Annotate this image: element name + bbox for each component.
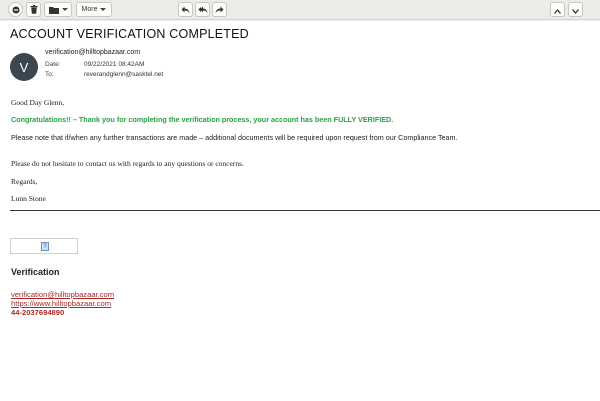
signature-website-link[interactable]: https://www.hilltopbazaar.com <box>11 299 112 308</box>
minus-circle-button[interactable] <box>8 2 23 17</box>
delete-button[interactable] <box>26 2 41 17</box>
regards-text: Regards, <box>11 177 38 186</box>
congratulations-text: Congratulations!! – Thank you for completing the verification process, your account has been FULLY VERIFIED. <box>11 115 394 124</box>
chevron-down-icon <box>100 8 106 11</box>
more-button[interactable] <box>76 2 112 17</box>
toolbar <box>0 0 600 20</box>
minus-circle-icon <box>12 6 20 14</box>
forward-icon <box>215 6 224 14</box>
sender-name: Lunn Stone <box>11 194 46 203</box>
reply-icon <box>181 6 190 14</box>
date-value: 09/22/2021 08:42AM <box>84 61 145 68</box>
more-label: More <box>81 6 98 13</box>
signature-title: Verification <box>11 267 60 277</box>
signature-image <box>10 238 78 254</box>
sender-address[interactable]: verification@hilltopbazaar.com <box>45 49 141 56</box>
reply-all-button[interactable] <box>195 2 210 17</box>
reply-all-icon <box>198 6 208 14</box>
reply-button[interactable] <box>178 2 193 17</box>
next-message-button[interactable] <box>568 2 583 17</box>
contact-text: Please do not hesitate to contact us with regards to any questions or concerns. <box>11 159 244 168</box>
recipient-address[interactable]: reverandglenn@sasktel.net <box>84 71 164 78</box>
broken-image-icon: ? <box>41 242 49 251</box>
signature-email-link[interactable]: verification@hilltopbazaar.com <box>11 290 115 299</box>
trash-icon <box>30 5 38 14</box>
forward-button[interactable] <box>212 2 227 17</box>
folder-icon <box>49 6 59 14</box>
message-subject: ACCOUNT VERIFICATION COMPLETED <box>10 27 249 41</box>
message-view <box>0 21 600 401</box>
divider <box>10 210 600 211</box>
signature-phone: 44-2037694890 <box>11 308 65 317</box>
date-label: Date: <box>45 61 61 68</box>
chevron-up-icon <box>554 1 561 19</box>
compliance-notice: Please note that if/when any further transactions are made – additional documents will be required upon request from our Compliance Team. <box>11 133 458 142</box>
avatar: V <box>10 53 38 81</box>
greeting: Good Day Glenn, <box>11 98 65 107</box>
to-label: To: <box>45 71 54 78</box>
move-to-folder-button[interactable] <box>44 2 72 17</box>
chevron-down-icon <box>572 1 579 19</box>
chevron-down-icon <box>62 8 68 11</box>
previous-message-button[interactable] <box>550 2 565 17</box>
